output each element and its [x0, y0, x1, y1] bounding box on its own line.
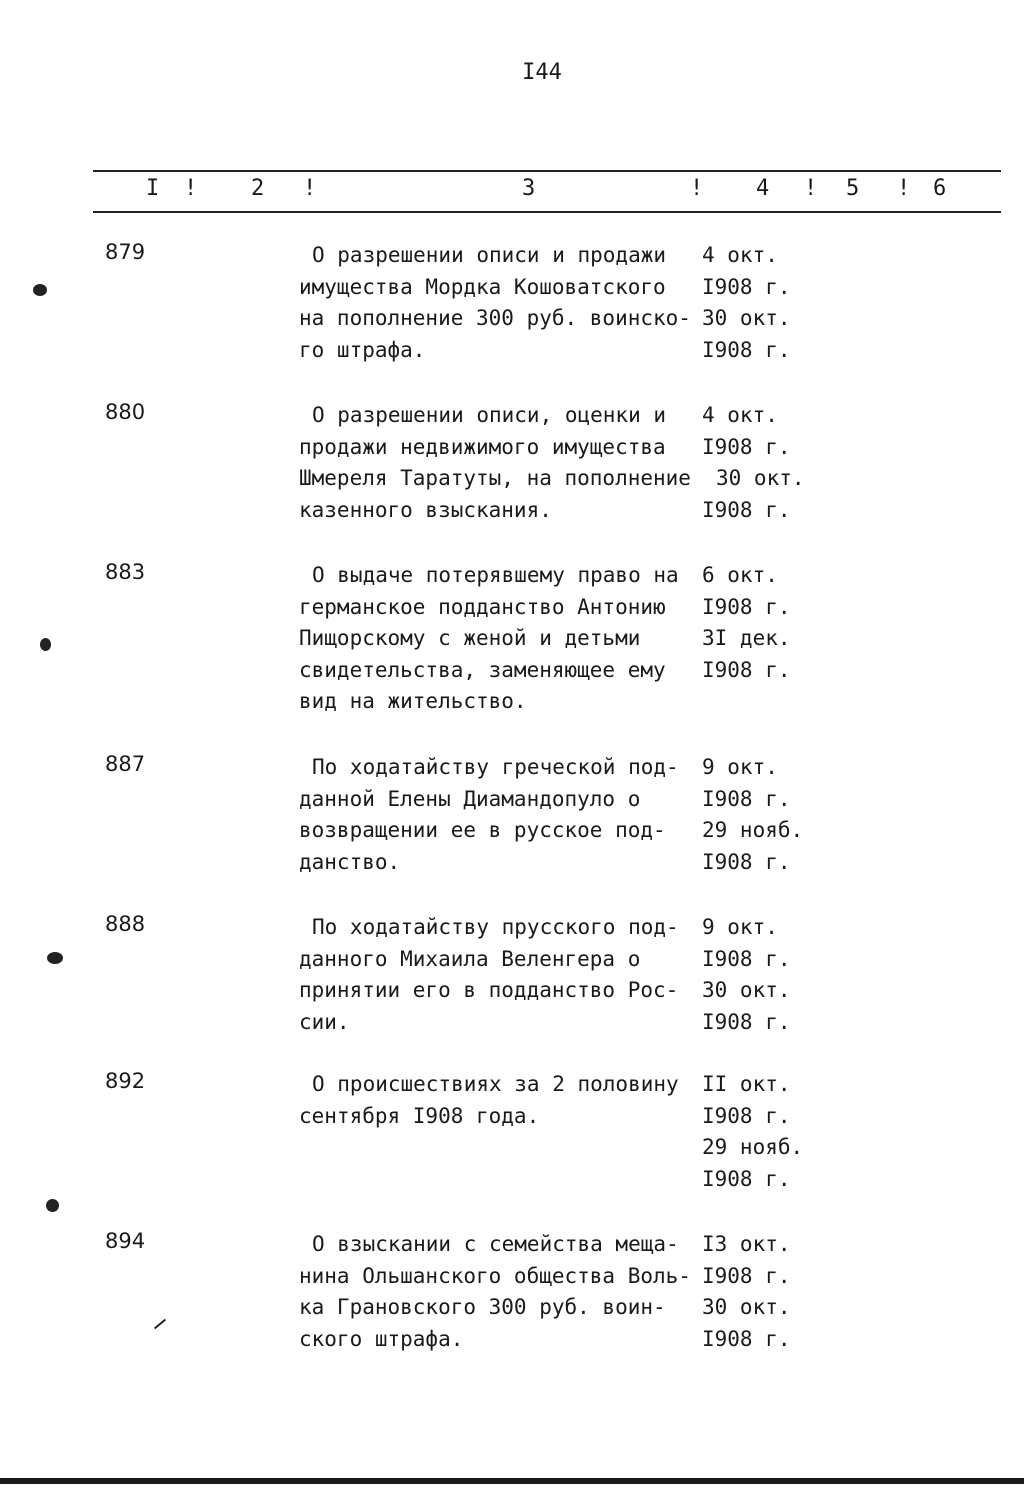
entry-dates [702, 560, 822, 686]
date-line: I908 г. [702, 1166, 791, 1191]
date-line: I908 г. [702, 946, 791, 971]
column-header-2: 2 [251, 176, 265, 201]
date-line: 30 окт. [702, 306, 791, 331]
column-header-5: 5 [846, 176, 860, 201]
binding-hole-mark [47, 952, 63, 964]
date-line: 30 окт. [702, 1295, 791, 1320]
entry-title [299, 1229, 699, 1355]
binding-hole-mark [46, 1199, 59, 1212]
entry-number: 888 [105, 912, 146, 936]
title-line: ского штрафа. [299, 1326, 464, 1351]
pen-stroke-mark [154, 1319, 166, 1330]
title-line: германское подданство Антонию [299, 594, 666, 619]
title-line: О взыскании с семейства меща- [312, 1232, 679, 1256]
date-line: I3 окт. [702, 1232, 791, 1256]
column-header-3: 3 [522, 176, 536, 201]
date-line: II окт. [702, 1072, 791, 1096]
title-line: на пополнение 300 руб. воинско- [299, 306, 691, 331]
title-line: данной Елены Диамандопуло о [299, 786, 641, 811]
entry-dates [702, 240, 822, 366]
date-line: 3I дек. [702, 626, 791, 651]
column-separator: ! [184, 176, 198, 201]
title-line: Шмереля Таратуты, на пополнение [299, 466, 691, 491]
entry-title [299, 400, 699, 526]
title-line: О выдаче потерявшему право на [312, 563, 679, 587]
date-line: I908 г. [702, 1263, 791, 1288]
entry-dates [702, 400, 822, 526]
entry-title [299, 240, 699, 366]
entry-dates [702, 752, 822, 878]
date-line: I908 г. [702, 786, 791, 811]
date-line: I908 г. [702, 434, 791, 459]
binding-hole-mark [33, 284, 47, 296]
title-line: вид на жительство. [299, 689, 527, 714]
entry-number: 883 [105, 560, 146, 584]
column-separator: ! [804, 176, 818, 201]
date-line: 30 окт. [716, 466, 805, 491]
header-rule-top [93, 170, 1001, 172]
title-line: принятии его в подданство Рос- [299, 978, 679, 1003]
title-line: О разрешении описи, оценки и [312, 403, 667, 427]
date-line: I908 г. [702, 657, 791, 682]
binding-hole-mark [40, 638, 51, 651]
date-line: I908 г. [702, 1326, 791, 1351]
date-line: I908 г. [702, 337, 791, 362]
date-line: I908 г. [702, 594, 791, 619]
date-line: 29 нояб. [702, 818, 804, 843]
title-line: возвращении ее в русское под- [299, 818, 666, 843]
date-line: 4 окт. [702, 403, 778, 427]
entry-title [299, 912, 699, 1038]
entry-number: 894 [105, 1229, 146, 1253]
title-line: го штрафа. [299, 337, 426, 362]
page-number: I44 [522, 60, 562, 85]
date-line: I908 г. [702, 1103, 791, 1128]
title-line: Пищорскому с женой и детьми [299, 626, 641, 651]
entry-title [299, 1069, 699, 1132]
title-line: продажи недвижимого имущества [299, 434, 666, 459]
entry-number: 879 [105, 240, 146, 264]
entry-number: 892 [105, 1069, 146, 1093]
title-line: данного Михаила Веленгера о [299, 946, 641, 971]
column-header-6: 6 [933, 176, 947, 201]
date-line: 30 окт. [702, 978, 791, 1003]
column-header-1: I [146, 176, 160, 201]
column-separator: ! [897, 176, 911, 201]
date-line: 4 окт. [702, 243, 778, 267]
title-line: имущества Мордка Кошоватского [299, 274, 666, 299]
date-line: I908 г. [702, 274, 791, 299]
entry-dates [702, 1229, 822, 1355]
title-line: нина Ольшанского общества Воль- [299, 1263, 691, 1288]
title-line: казенного взыскания. [299, 497, 552, 522]
header-rule-bottom [93, 211, 1001, 213]
title-line: О разрешении описи и продажи [312, 243, 667, 267]
entry-dates [702, 912, 822, 1038]
date-line: I908 г. [702, 849, 791, 874]
date-line: 9 окт. [702, 755, 778, 779]
entry-number: 887 [105, 752, 146, 776]
entry-title [299, 560, 699, 718]
date-line: I908 г. [702, 497, 791, 522]
title-line: По ходатайству прусского под- [312, 915, 679, 939]
title-line: По ходатайству греческой под- [312, 755, 679, 779]
title-line: свидетельства, заменяющее ему [299, 657, 666, 682]
date-line: I908 г. [702, 1009, 791, 1034]
title-line: ка Грановского 300 руб. воин- [299, 1295, 666, 1320]
column-separator: ! [303, 176, 317, 201]
title-line: данство. [299, 849, 401, 874]
date-line: 6 окт. [702, 563, 778, 587]
entry-number: 880 [105, 400, 146, 424]
title-line: О происшествиях за 2 половину [312, 1072, 679, 1096]
column-header-4: 4 [756, 176, 770, 201]
title-line: сентября I908 года. [299, 1103, 540, 1128]
entry-dates [702, 1069, 822, 1195]
column-separator: ! [690, 176, 704, 201]
title-line: сии. [299, 1009, 350, 1034]
date-line: 9 окт. [702, 915, 778, 939]
entry-title [299, 752, 699, 878]
date-line: 29 нояб. [702, 1135, 804, 1160]
scan-bottom-edge [0, 1478, 1024, 1484]
